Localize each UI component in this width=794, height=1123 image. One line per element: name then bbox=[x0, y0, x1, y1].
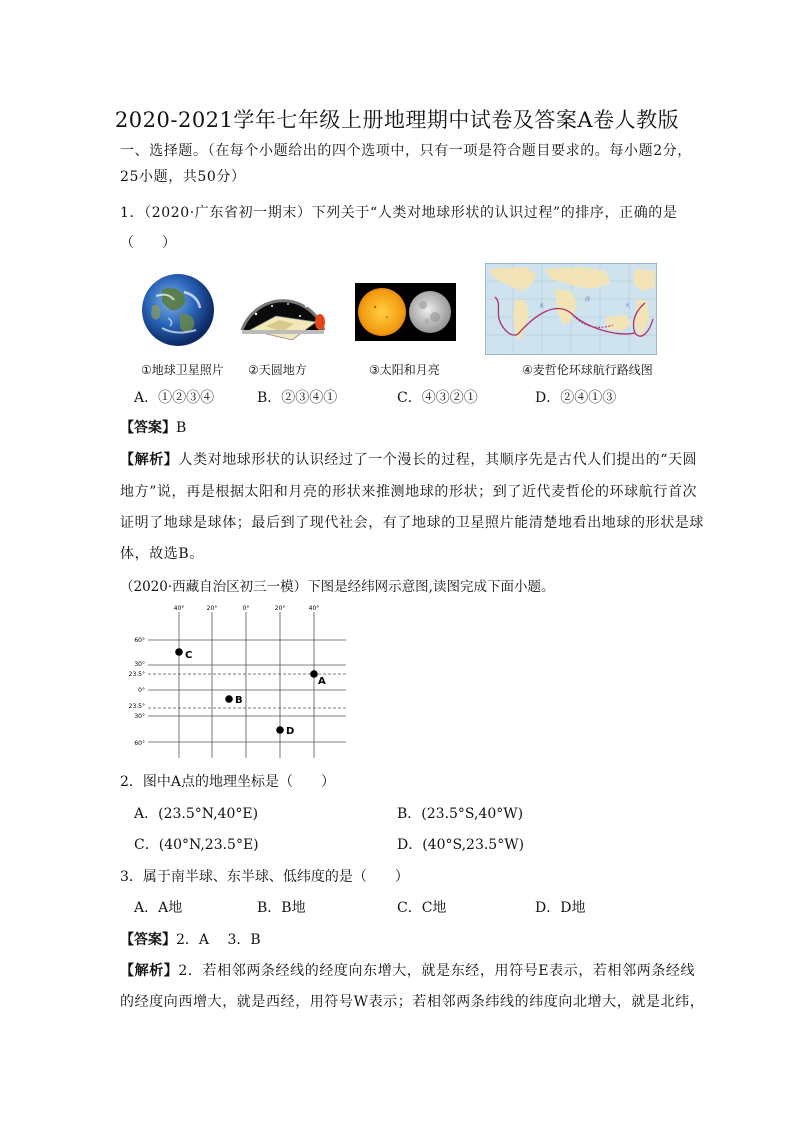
answer-tag: 【答案】 bbox=[120, 932, 176, 948]
analysis-text-2: 的经度向西增大，就是西经，用符号W表示；若相邻两条纬线的纬度向北增大，就是北纬， bbox=[120, 994, 705, 1010]
figure-caption-2: ②天圆地方 bbox=[248, 363, 307, 377]
lat-label: 60° bbox=[134, 637, 145, 644]
figure-caption-4: ④麦哲伦环球航行路线图 bbox=[522, 363, 653, 377]
q3-option-b: B．B地 bbox=[257, 900, 306, 916]
graticule-diagram bbox=[128, 600, 353, 760]
figure-caption-1: ①地球卫星照片 bbox=[141, 363, 224, 377]
q1-option-a: A．①②③④ bbox=[134, 390, 215, 406]
q2-option-b: B．(23.5°S,40°W) bbox=[397, 806, 524, 822]
section-heading: 一、选择题。（在每个小题给出的四个选项中，只有一项是符合题目要求的。每小题2分， bbox=[120, 143, 692, 159]
q3-option-a: A．A地 bbox=[134, 900, 183, 916]
point-a-label: A bbox=[318, 676, 326, 687]
answer-value: 2．A 3．B bbox=[176, 932, 261, 948]
analysis-text-1: 2．若相邻两条经线的经度向东增大，就是东经，用符号E表示，若相邻两条经线 bbox=[178, 963, 696, 979]
group-intro: （2020·西藏自治区初三一模）下图是经纬网示意图,读图完成下面小题。 bbox=[120, 579, 555, 595]
point-b-label: B bbox=[235, 695, 243, 706]
lat-label: 60° bbox=[134, 740, 145, 747]
figure-caption-3: ③太阳和月亮 bbox=[369, 363, 440, 377]
lat-label: 30° bbox=[134, 713, 145, 720]
analysis-text-1: 人类对地球形状的认识经过了一个漫长的过程，其顺序先是古代人们提出的“天圆 bbox=[178, 452, 698, 468]
dome-heaven-earth-image bbox=[236, 276, 330, 346]
q1-stem-bracket: （ ） bbox=[120, 235, 176, 251]
q1-analysis bbox=[120, 449, 697, 469]
lat-label: 23.5° bbox=[128, 703, 145, 710]
q3-option-d: D．D地 bbox=[535, 900, 586, 916]
lon-label: 0° bbox=[242, 605, 250, 612]
page-title: 2020-2021学年七年级上册地理期中试卷及答案A卷人教版 bbox=[114, 108, 680, 132]
analysis-tag: 【解析】 bbox=[120, 963, 179, 979]
analysis-text-3: 证明了地球是球体；最后到了现代社会，有了地球的卫星照片能清楚地看出地球的形状是球 bbox=[120, 515, 704, 531]
q3-option-c: C．C地 bbox=[397, 900, 447, 916]
q1-option-d: D．②④①③ bbox=[535, 390, 617, 406]
answer-tag: 【答案】 bbox=[120, 420, 176, 436]
earth-satellite-image bbox=[140, 272, 216, 348]
analysis-text-2: 地方”说，再是根据太阳和月亮的形状来推测地球的形状；到了近代麦哲伦的环球航行首次 bbox=[120, 484, 698, 500]
q2-option-d: D．(40°S,23.5°W) bbox=[397, 837, 525, 853]
q1-stem: 1．（2020·广东省初一期末）下列关于“人类对地球形状的认识过程”的排序，正确的是 bbox=[120, 205, 678, 221]
q2-stem: 2．图中A点的地理坐标是（ ） bbox=[120, 774, 336, 790]
svg-text:太: 太 bbox=[539, 303, 545, 309]
q3-stem: 3．属于南半球、东半球、低纬度的是（ ） bbox=[120, 869, 409, 885]
q2-q3-answer bbox=[120, 929, 261, 949]
lat-label: 23.5° bbox=[128, 671, 145, 678]
q2-option-a: A．(23.5°N,40°E) bbox=[134, 806, 259, 822]
point-d-label: D bbox=[286, 726, 295, 737]
q2-option-c: C．(40°N,23.5°E) bbox=[134, 837, 259, 853]
point-c bbox=[175, 648, 183, 656]
lon-label: 20° bbox=[206, 605, 218, 612]
q2-analysis bbox=[120, 960, 695, 980]
svg-text:洋: 洋 bbox=[585, 297, 591, 303]
answer-value: B bbox=[176, 420, 187, 436]
lon-label: 20° bbox=[274, 605, 286, 612]
svg-text:大: 大 bbox=[625, 303, 631, 309]
point-a bbox=[310, 670, 318, 678]
analysis-tag: 【解析】 bbox=[120, 452, 179, 468]
q1-option-c: C．④③②① bbox=[397, 390, 478, 406]
lat-label: 30° bbox=[134, 661, 145, 668]
q1-answer bbox=[120, 417, 186, 437]
analysis-text-4: 体，故选B。 bbox=[120, 546, 204, 562]
point-b bbox=[225, 695, 233, 703]
magellan-route-map bbox=[485, 263, 657, 355]
q1-option-b: B．②③④① bbox=[257, 390, 338, 406]
sun-moon-image bbox=[355, 283, 456, 341]
section-heading-cont: 25小题，共50分） bbox=[120, 169, 246, 185]
point-d bbox=[276, 726, 284, 734]
lat-label: 0° bbox=[138, 687, 145, 694]
point-c-label: C bbox=[185, 650, 193, 661]
lon-label: 40° bbox=[173, 605, 185, 612]
lon-label: 40° bbox=[308, 605, 320, 612]
